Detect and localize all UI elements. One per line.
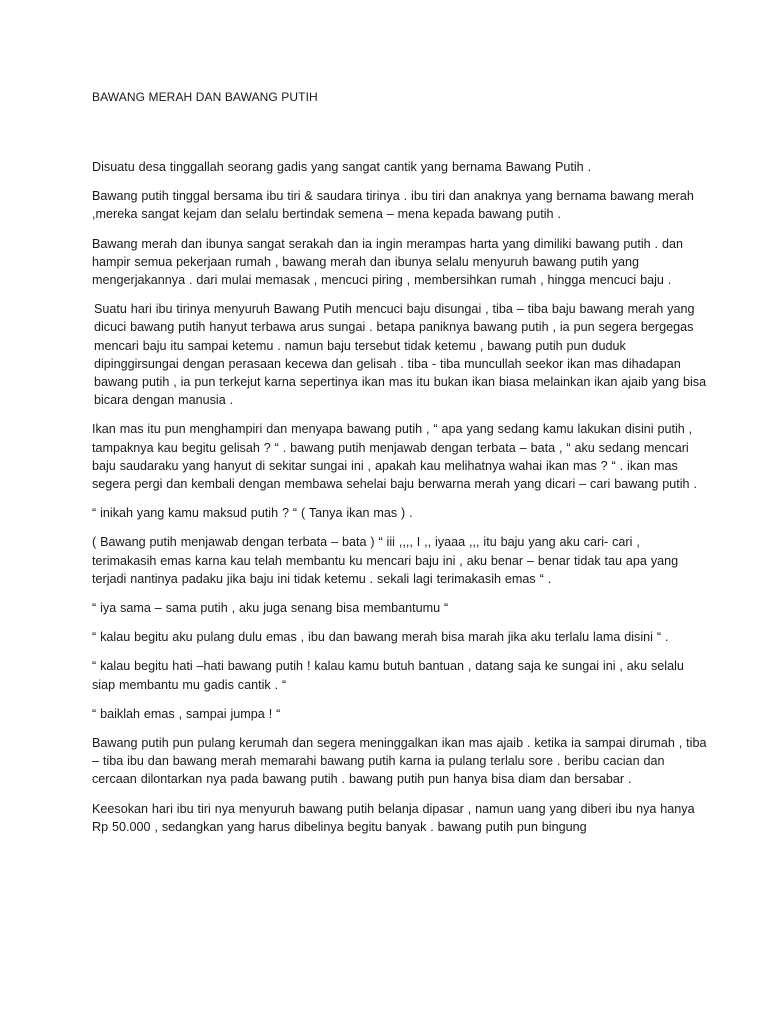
paragraph-9: “ kalau begitu aku pulang dulu emas , ibu dan bawang merah bisa marah jika aku terlalu lama disini “ .: [92, 630, 669, 645]
paragraph-6: “ inikah yang kamu maksud putih ? “ ( Tanya ikan mas ) .: [92, 506, 413, 521]
paragraph-13: Keesokan hari ibu tiri nya menyuruh bawang putih belanja dipasar , namun uang yang diberi ibu nya hanya Rp 50.000 , sedangkan yang harus dibelinya begitu banyak . bawang putih pun bingung: [92, 801, 695, 834]
paragraph-7: ( Bawang putih menjawab dengan terbata – bata ) “ iii ,,,, I ,, iyaaa ,,, itu baju yang aku cari- cari , terimakasih emas karna kau telah membantu ku mencari baju ini , aku benar – benar tidak tau apa yang terjadi nantinya padaku jika baju ini tidak ketemu . sekali lagi terimakasih emas “ .: [92, 535, 679, 586]
paragraph-4: Suatu hari ibu tirinya menyuruh Bawang Putih mencuci baju disungai , tiba – tiba baju bawang merah yang dicuci bawang putih hanyut terbawa arus sungai . betapa paniknya bawang putih , ia pun segera bergegas mencari baju itu sampai ketemu . namun baju tersebut tidak ketemu , bawang putih pun duduk dipinggirsungai dengan perasaan kecewa dan gelisah . tiba - tiba muncullah seekor ikan mas dihadapan bawang putih , ia pun terkejut karna sepertinya ikan mas itu bukan ikan biasa melainkan ikan ajaib yang bisa bicara dengan manusia .: [94, 302, 707, 408]
paragraph-5: Ikan mas itu pun menghampiri dan menyapa bawang putih , “ apa yang sedang kamu lakukan disini putih , tampaknya kau begitu gelisah ? “ . bawang putih menjawab dengan terbata – bata , “ aku sedang mencari baju saudaraku yang hanyut di sekitar sungai ini , apakah kau melihatnya wahai ikan mas ? “ . ikan mas segera pergi dan kembali dengan membawa sehelai baju berwarna merah yang dicari – cari bawang putih .: [92, 422, 697, 492]
paragraph-11: “ baiklah emas , sampai jumpa ! “: [92, 706, 281, 721]
paragraph-12: Bawang putih pun pulang kerumah dan segera meninggalkan ikan mas ajaib . ketika ia sampai dirumah , tiba – tiba ibu dan bawang merah memarahi bawang putih karna ia pulang terlalu sore . beribu cacian dan cercaan dilontarkan nya pada bawang putih . bawang putih pun hanya bisa diam dan bersabar .: [92, 736, 707, 787]
document-title: BAWANG MERAH DAN BAWANG PUTIH: [92, 90, 318, 104]
paragraph-10: “ kalau begitu hati –hati bawang putih ! kalau kamu butuh bantuan , datang saja ke sungai ini , aku selalu siap membantu mu gadis cantik . “: [92, 659, 684, 692]
paragraph-8: “ iya sama – sama putih , aku juga senang bisa membantumu “: [92, 601, 449, 616]
paragraph-2: Bawang putih tinggal bersama ibu tiri & saudara tirinya . ibu tiri dan anaknya yang bernama bawang merah ,mereka sangat kejam dan selalu bertindak semena – mena kepada bawang putih .: [92, 189, 694, 222]
paragraph-1: Disuatu desa tinggallah seorang gadis yang sangat cantik yang bernama Bawang Putih .: [92, 160, 592, 174]
paragraph-3: Bawang merah dan ibunya sangat serakah dan ia ingin merampas harta yang dimiliki bawang putih . dan hampir semua pekerjaan rumah , bawang merah dan ibunya selalu menyuruh bawang putih yang mengerjakannya . dari mulai memasak , mencuci piring , membersihkan rumah , hingga mencuci baju .: [92, 236, 683, 288]
